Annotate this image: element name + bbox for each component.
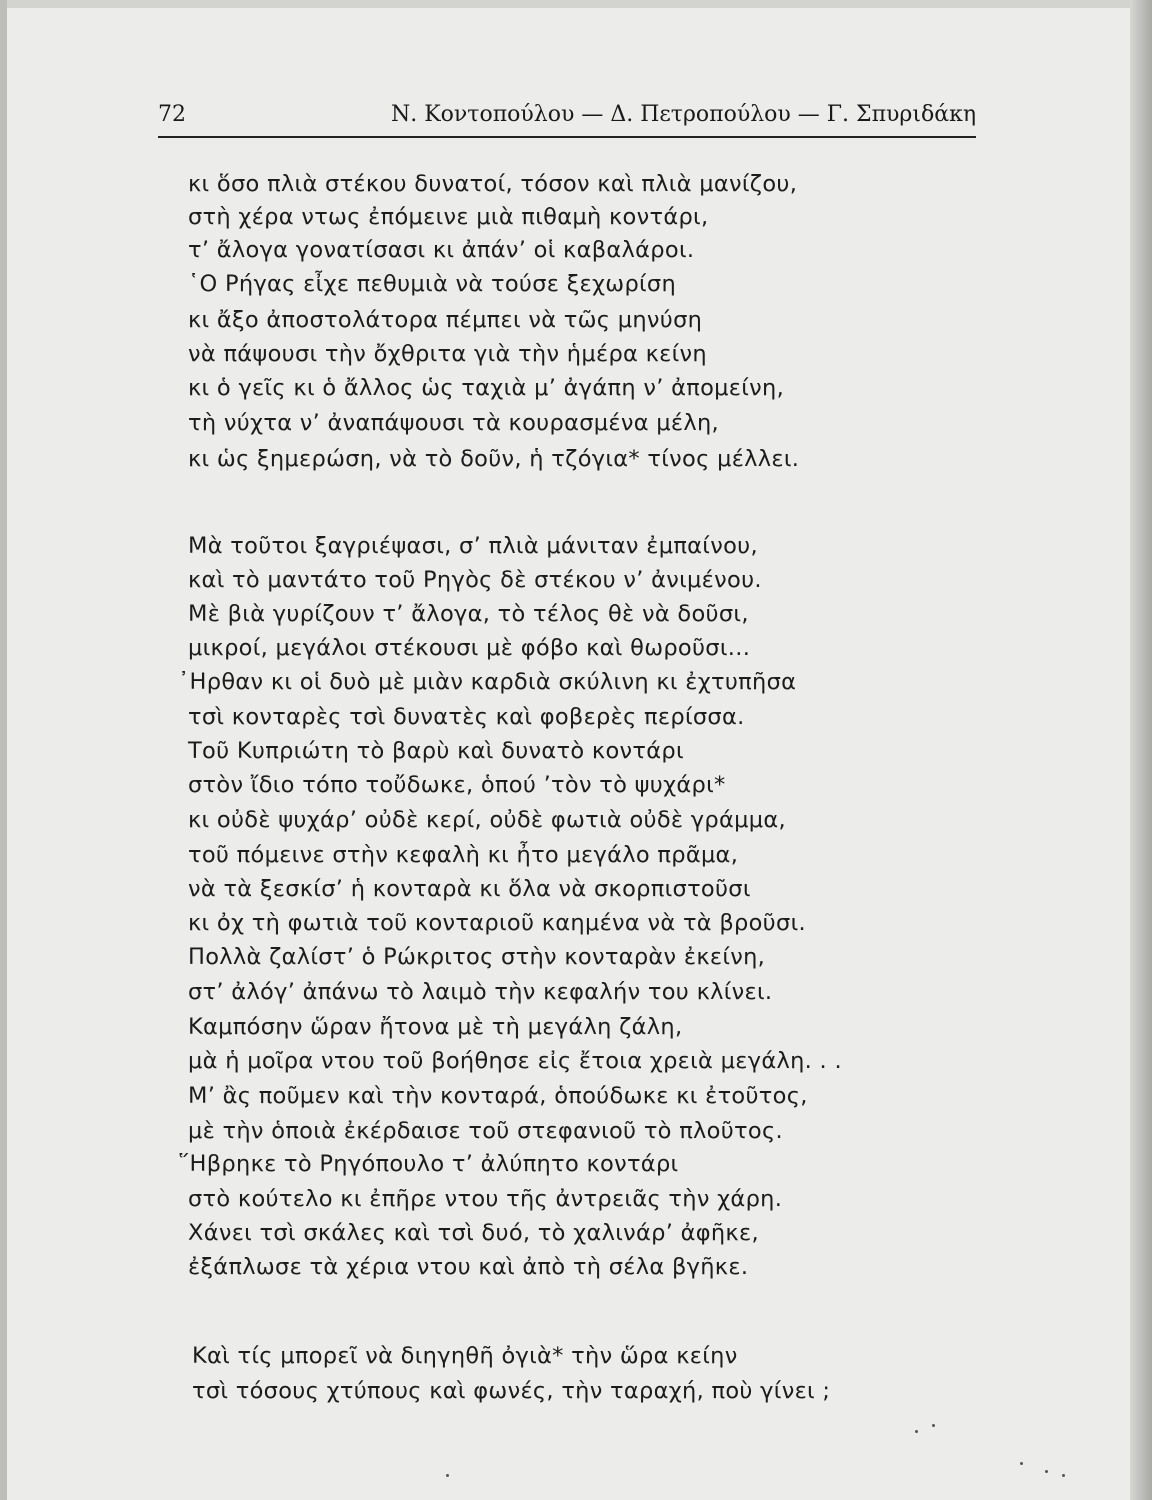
- verse-line: κι ὀχ τὴ φωτιὰ τοῦ κονταριοῦ καημένα νὰ τὰ βροῦσι.: [188, 910, 806, 936]
- scan-speck: [932, 1424, 935, 1427]
- verse-line: μικροί, μεγάλοι στέκουσι μὲ φόβο καὶ θωροῦσι...: [188, 635, 751, 661]
- verse-line: νὰ τὰ ξεσκίσ’ ἡ κονταρὰ κι ὅλα νὰ σκορπιστοῦσι: [188, 876, 751, 902]
- scan-speck: [1062, 1474, 1065, 1477]
- verse-line: τσὶ κονταρὲς τσὶ δυνατὲς καὶ φοβερὲς περίσσα.: [188, 704, 745, 730]
- verse-line: τὴ νύχτα ν’ ἀναπάψουσι τὰ κουρασμένα μέλη,: [188, 410, 719, 436]
- verse-line: μὰ ἡ μοῖρα ντου τοῦ βοήθησε εἰς ἔτοια χρειὰ μεγάλη. . .: [188, 1048, 842, 1074]
- verse-line: μὲ τὴν ὁποιὰ ἐκέρδαισε τοῦ στεφανιοῦ τὸ πλοῦτος.: [188, 1118, 783, 1144]
- verse-line: Πολλὰ ζαλίστ’ ὁ Ρώκριτος στὴν κονταρὰν ἐκείνη,: [188, 944, 766, 970]
- scan-speck: [1020, 1462, 1023, 1465]
- verse-line: στὸν ἴδιο τόπο τοὔδωκε, ὁπού ’τὸν τὸ ψυχάρι*: [188, 772, 726, 798]
- verse-line: ἐξάπλωσε τὰ χέρια ντου καὶ ἀπὸ τὴ σέλα βγῆκε.: [188, 1254, 749, 1280]
- verse-line: Καμπόσην ὥραν ἤτονα μὲ τὴ μεγάλη ζάλη,: [188, 1014, 683, 1040]
- verse-line: καὶ τὸ μαντάτο τοῦ Ρηγὸς δὲ στέκου ν’ ἀνιμένου.: [188, 567, 762, 593]
- verse-line: κι ὅσο πλιὰ στέκου δυνατοί, τόσον καὶ πλιὰ μανίζου,: [188, 171, 798, 197]
- scan-speck: [915, 1430, 918, 1433]
- verse-line: κι ὡς ξημερώση, νὰ τὸ δοῦν, ἡ τζόγια* τίνος μέλλει.: [188, 446, 800, 472]
- page-number: 72: [158, 102, 186, 127]
- verse-line: Μ’ ἂς ποῦμεν καὶ τὴν κονταρά, ὁπούδωκε κι ἐτοῦτος,: [188, 1083, 808, 1109]
- verse-line: κι οὐδὲ ψυχάρ’ οὐδὲ κερί, οὐδὲ φωτιὰ οὐδὲ γράμμα,: [188, 807, 786, 833]
- verse-line: στὸ κούτελο κι ἐπῆρε ντου τῆς ἀντρειᾶς τὴν χάρη.: [188, 1186, 783, 1212]
- verse-line: νὰ πάψουσι τὴν ὄχθριτα γιὰ τὴν ἡμέρα κείνη: [188, 341, 707, 367]
- verse-line: Χάνει τσὶ σκάλες καὶ τσὶ δυό, τὸ χαλινάρ’ ἀφῆκε,: [188, 1220, 759, 1246]
- page-edge-left: [0, 0, 7, 1500]
- verse-line: Μὰ τοῦτοι ξαγριέψασι, σ’ πλιὰ μάνιταν ἐμπαίνου,: [188, 533, 758, 559]
- page-header: [158, 100, 976, 138]
- verse-line: Καὶ τίς μπορεῖ νὰ διηγηθῆ ὀγιὰ* τὴν ὥρα κείην: [192, 1343, 738, 1369]
- verse-line: τοῦ πόμεινε στὴν κεφαλὴ κι ἦτο μεγάλο πρᾶμα,: [188, 842, 739, 868]
- page-edge-top: [0, 0, 1152, 8]
- running-head: Ν. Κοντοπούλου — Δ. Πετροπούλου — Γ. Σπυριδάκη: [391, 102, 976, 127]
- verse-line: κι ὁ γεῖς κι ὁ ἄλλος ὡς ταχιὰ μ’ ἀγάπη ν’ ἀπομείνη,: [188, 375, 785, 401]
- page-edge-right: [1130, 0, 1152, 1500]
- verse-line: Τοῦ Κυπριώτη τὸ βαρὺ καὶ δυνατὸ κοντάρι: [188, 738, 684, 764]
- verse-line: ῾Ο Ρήγας εἶχε πεθυμιὰ νὰ τούσε ξεχωρίση: [188, 271, 677, 297]
- verse-line: στ’ ἀλόγ’ ἀπάνω τὸ λαιμὸ τὴν κεφαλήν του κλίνει.: [188, 979, 773, 1005]
- verse-line: Μὲ βιὰ γυρίζουν τ’ ἄλογα, τὸ τέλος θὲ νὰ δοῦσι,: [188, 601, 749, 627]
- verse-line: ῞Ηβρηκε τὸ Ρηγόπουλο τ’ ἀλύπητο κοντάρι: [178, 1151, 679, 1177]
- verse-line: ᾿Ηρθαν κι οἱ δυὸ μὲ μιὰν καρδιὰ σκύλινη κι ἐχτυπῆσα: [178, 669, 797, 695]
- verse-line: κι ἄξο ἀποστολάτορα πέμπει νὰ τῶς μηνύση: [188, 307, 703, 333]
- verse-line: τσὶ τόσους χτύπους καὶ φωνές, τὴν ταραχή, ποὺ γίνει ;: [192, 1378, 831, 1404]
- scan-speck: [1045, 1470, 1048, 1473]
- verse-line: τ’ ἄλογα γονατίσασι κι ἀπάν’ οἱ καβαλάροι.: [188, 237, 695, 263]
- verse-line: στὴ χέρα ντως ἐπόμεινε μιὰ πιθαμὴ κοντάρι,: [188, 204, 709, 230]
- scan-speck: [446, 1474, 449, 1477]
